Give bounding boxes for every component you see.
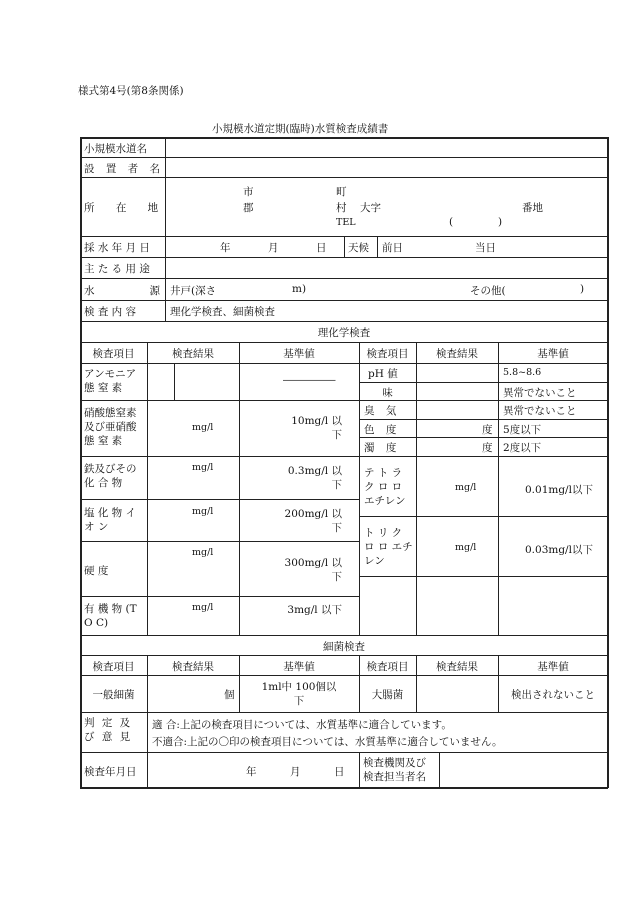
bact-standard-general: 1ml中 100個以下 — [261, 681, 337, 707]
test-month: 月 — [290, 766, 301, 778]
purpose-label: 主 た る 用 途 — [84, 263, 150, 275]
sampling-month: 月 — [268, 242, 279, 254]
chem-result-chloride: mg/l — [192, 506, 214, 517]
chem-section-title: 理化学検査 — [317, 327, 371, 339]
judgment-fail: 不適合:上記の〇印の検査項目については、水質基準に適合していません。 — [152, 736, 503, 748]
address-paren-close: ) — [498, 216, 503, 228]
chem-result-tetrachloroethylene: mg/l — [455, 482, 477, 493]
chem-result-color: 度 — [482, 424, 493, 436]
source-other-close: ) — [580, 283, 585, 295]
weather-today: 当日 — [475, 242, 496, 254]
chem-standard-ph: 5.8~8.6 — [503, 367, 542, 378]
bact-col-standard-right: 基準値 — [537, 661, 569, 673]
test-date-label: 検査年月日 — [84, 766, 137, 778]
address-banchi: 番地 — [522, 202, 543, 214]
chem-item-toc: 有 機 物 (T O C) — [84, 603, 137, 629]
tests-label: 検 査 内 容 — [84, 306, 137, 318]
chem-result-trichloroethylene: mg/l — [455, 542, 477, 553]
bact-col-result-right: 検査結果 — [436, 661, 478, 673]
chem-standard-odor: 異常でないこと — [503, 405, 577, 417]
chem-col-result-right: 検査結果 — [436, 348, 478, 360]
bact-col-standard: 基準値 — [283, 661, 315, 673]
chem-col-standard-right: 基準値 — [537, 348, 569, 360]
bact-item-general: 一般細菌 — [92, 689, 135, 701]
bact-col-item-right: 検査項目 — [366, 661, 409, 673]
chem-standard-iron: 0.3mg/l 以下 — [287, 465, 342, 491]
address-town: 町 — [336, 186, 347, 198]
sampling-year: 年 — [220, 242, 231, 254]
chem-standard-turbidity: 2度以下 — [503, 442, 542, 454]
judgment-label: 判 定 及 び 意 見 — [84, 717, 133, 743]
address-paren-open: ( — [449, 216, 454, 228]
address-city: 市 — [243, 186, 254, 198]
chem-col-standard: 基準値 — [283, 348, 315, 360]
chem-standard-trichloroethylene: 0.03mg/l以下 — [525, 544, 593, 556]
chem-item-iron: 鉄及びその 化 合 物 — [84, 463, 137, 489]
chem-result-turbidity: 度 — [482, 442, 493, 454]
address-gun: 郡 — [243, 202, 254, 214]
chem-standard-taste: 異常でないこと — [503, 387, 577, 399]
tests-value: 理化学検査、細菌検査 — [170, 306, 275, 318]
bact-standard-ecoli: 検出されないこと — [511, 689, 595, 701]
bact-col-result: 検査結果 — [172, 661, 214, 673]
chem-result-toc: mg/l — [192, 602, 214, 613]
form-number: 様式第4号(第8条関係) — [78, 85, 184, 97]
chem-item-taste: 味 — [382, 387, 393, 399]
weather-label: 天候 — [348, 242, 369, 254]
chem-item-chloride: 塩 化 物 イ オ ン — [84, 507, 137, 533]
chem-standard-chloride: 200mg/l 以下 — [284, 508, 342, 534]
chem-standard-ammonia: ――――― — [283, 374, 336, 386]
agency-label: 検査機関及び 検査担当者名 — [363, 757, 426, 783]
chem-item-nitrate: 硝酸態窒素 及び亜硝酸 態 窒 素 — [84, 407, 137, 447]
chem-col-result: 検査結果 — [172, 348, 214, 360]
chem-item-color: 色 度 — [364, 424, 401, 436]
bact-item-ecoli: 大腸菌 — [371, 689, 404, 701]
sampling-date-label: 採 水 年 月 日 — [84, 242, 150, 254]
chem-item-trichloroethylene: ト リ ク ロ ロ エチレン — [364, 527, 413, 567]
sampling-day: 日 — [316, 242, 327, 254]
chem-result-hardness: mg/l — [192, 547, 214, 558]
test-year: 年 — [246, 766, 257, 778]
source-label: 水 源 — [84, 285, 160, 297]
address-oaza: 大字 — [360, 202, 381, 214]
chem-result-iron: mg/l — [192, 462, 214, 473]
source-other: その他( — [470, 285, 506, 297]
supply-name-label: 小規模水道名 — [84, 143, 147, 155]
chem-standard-hardness: 300mg/l 以下 — [284, 557, 342, 583]
chem-item-ph: pH 値 — [368, 368, 398, 380]
judgment-pass: 適 合:上記の検査項目については、水質基準に適合しています。 — [152, 719, 452, 731]
address-label: 所 在 地 — [84, 202, 168, 214]
weather-prev: 前日 — [382, 242, 403, 254]
chem-standard-tetrachloroethylene: 0.01mg/l以下 — [525, 484, 593, 496]
chem-col-item: 検査項目 — [92, 348, 135, 360]
chem-col-item-right: 検査項目 — [366, 348, 409, 360]
installer-label: 設 置 者 名 — [84, 163, 165, 175]
chem-item-ammonia: アンモニア 態 窒 素 — [84, 368, 137, 394]
chem-standard-color: 5度以下 — [503, 424, 542, 436]
bact-col-item: 検査項目 — [92, 661, 135, 673]
chem-result-nitrate: mg/l — [192, 422, 214, 433]
source-well: 井戸(深さ — [170, 285, 217, 297]
address-village: 村 — [336, 202, 347, 214]
chem-standard-nitrate: 10mg/l 以下 — [291, 415, 342, 441]
source-unit: m) — [292, 283, 307, 295]
address-tel: TEL — [336, 217, 356, 228]
test-day: 日 — [334, 766, 345, 778]
document-title: 小規模水道定期(臨時)水質検査成績書 — [212, 123, 389, 135]
chem-item-hardness: 硬 度 — [84, 565, 109, 577]
bact-result-general: 個 — [224, 689, 235, 701]
chem-standard-toc: 3mg/l 以下 — [287, 604, 342, 616]
bact-section-title: 細菌検査 — [323, 641, 365, 653]
chem-item-turbidity: 濁 度 — [364, 442, 401, 454]
chem-item-odor: 臭 気 — [364, 405, 401, 417]
chem-item-tetrachloroethylene: テ ト ラ ク ロ ロ エチレン — [364, 467, 406, 507]
